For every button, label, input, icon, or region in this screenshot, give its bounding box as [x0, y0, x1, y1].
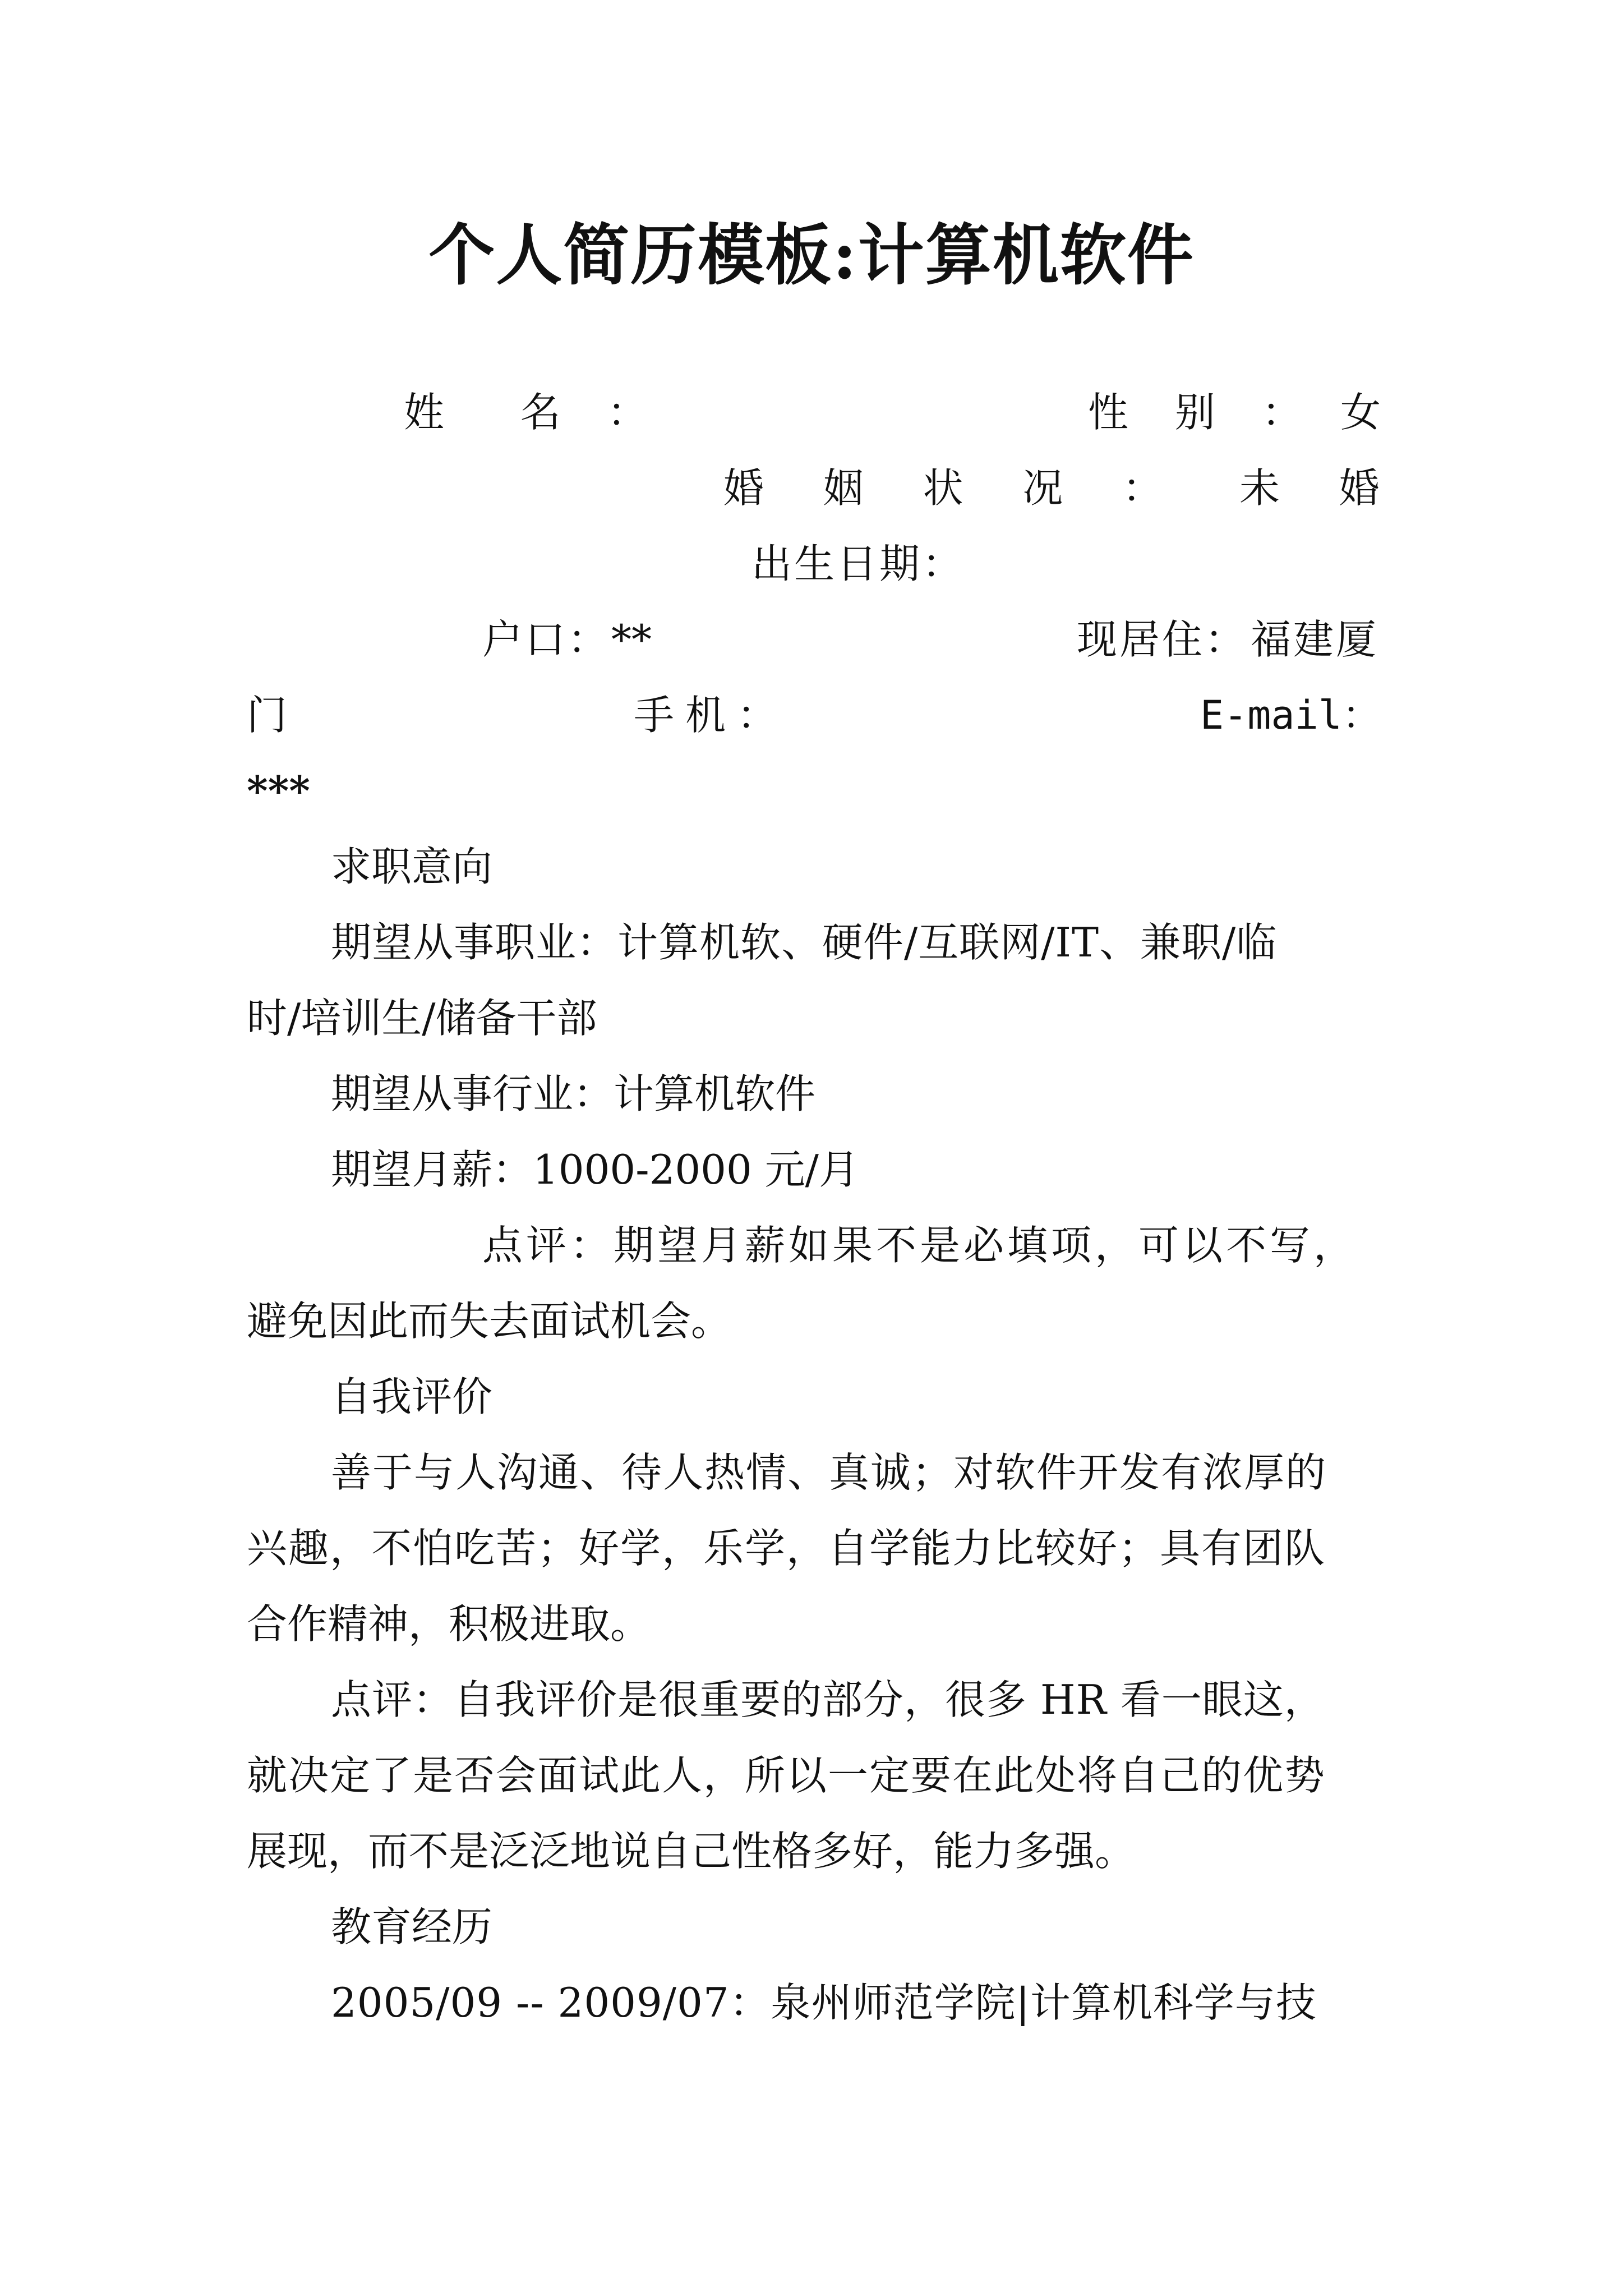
residence-label: 现居住： — [1077, 616, 1248, 663]
gender-label: 性 别 ： — [1088, 389, 1319, 436]
gender-value: 女 — [1340, 389, 1381, 436]
hukou-value: ** — [611, 616, 652, 663]
education-line: 2005/09 -- 2009/07：泉州师范学院|计算机科学与技 — [331, 1979, 1317, 2026]
email-label: E-mail： — [1200, 692, 1381, 738]
name-label: 姓 名 ： — [404, 389, 665, 436]
info-row-marital — [247, 457, 1391, 519]
email-value: *** — [247, 767, 310, 815]
birth-label: 出生日期： — [751, 540, 965, 587]
comment-line: 展现，而不是泛泛地说自己性格多好，能力多强。 — [247, 1828, 1136, 1875]
self-eval-line: 合作精神，积极进取。 — [247, 1600, 651, 1648]
self-eval-line: 兴趣，不怕吃苦；好学，乐学，自学能力比较好；具有团队 — [247, 1525, 1326, 1572]
residence-value-cont: 门 — [247, 692, 288, 739]
comment-line: 避免因此而失去面试机会。 — [247, 1297, 732, 1345]
info-row-email-value — [247, 760, 1391, 822]
residence-value: 福建厦 — [1251, 616, 1379, 663]
job-intent-heading: 求职意向 — [331, 843, 493, 890]
info-row-birth — [247, 533, 1391, 595]
marital-label: 婚 姻 状 况 ： — [723, 464, 1174, 512]
page-title: 个人简历模板:计算机软件 — [428, 216, 1195, 294]
comment-line: 点评：期望月薪如果不是必填项，可以不写， — [482, 1222, 1358, 1269]
marital-value: 未 婚 — [1239, 464, 1391, 512]
info-row-name-gender — [247, 381, 1391, 443]
info-row-hukou-residence — [247, 609, 1391, 670]
self-eval-line: 善于与人沟通、待人热情、真诚；对软件开发有浓厚的 — [331, 1449, 1327, 1496]
mobile-label: 手机： — [634, 692, 789, 739]
hukou-label: 户口： — [482, 616, 611, 663]
comment-line: 就决定了是否会面试此人，所以一定要在此处将自己的优势 — [247, 1752, 1326, 1799]
job-salary: 期望月薪：1000-2000 元/月 — [331, 1146, 859, 1193]
education-heading: 教育经历 — [331, 1903, 493, 1950]
self-eval-heading: 自我评价 — [331, 1373, 493, 1420]
info-row-mobile-email — [247, 684, 1391, 746]
comment-line: 点评：自我评价是很重要的部分，很多 HR 看一眼这， — [331, 1676, 1325, 1723]
job-intent-line: 期望从事职业：计算机软、硬件/互联网/IT、兼职/临 — [331, 919, 1278, 966]
job-intent-line: 时/培训生/储备干部 — [247, 995, 597, 1042]
job-industry: 期望从事行业：计算机软件 — [331, 1070, 816, 1117]
